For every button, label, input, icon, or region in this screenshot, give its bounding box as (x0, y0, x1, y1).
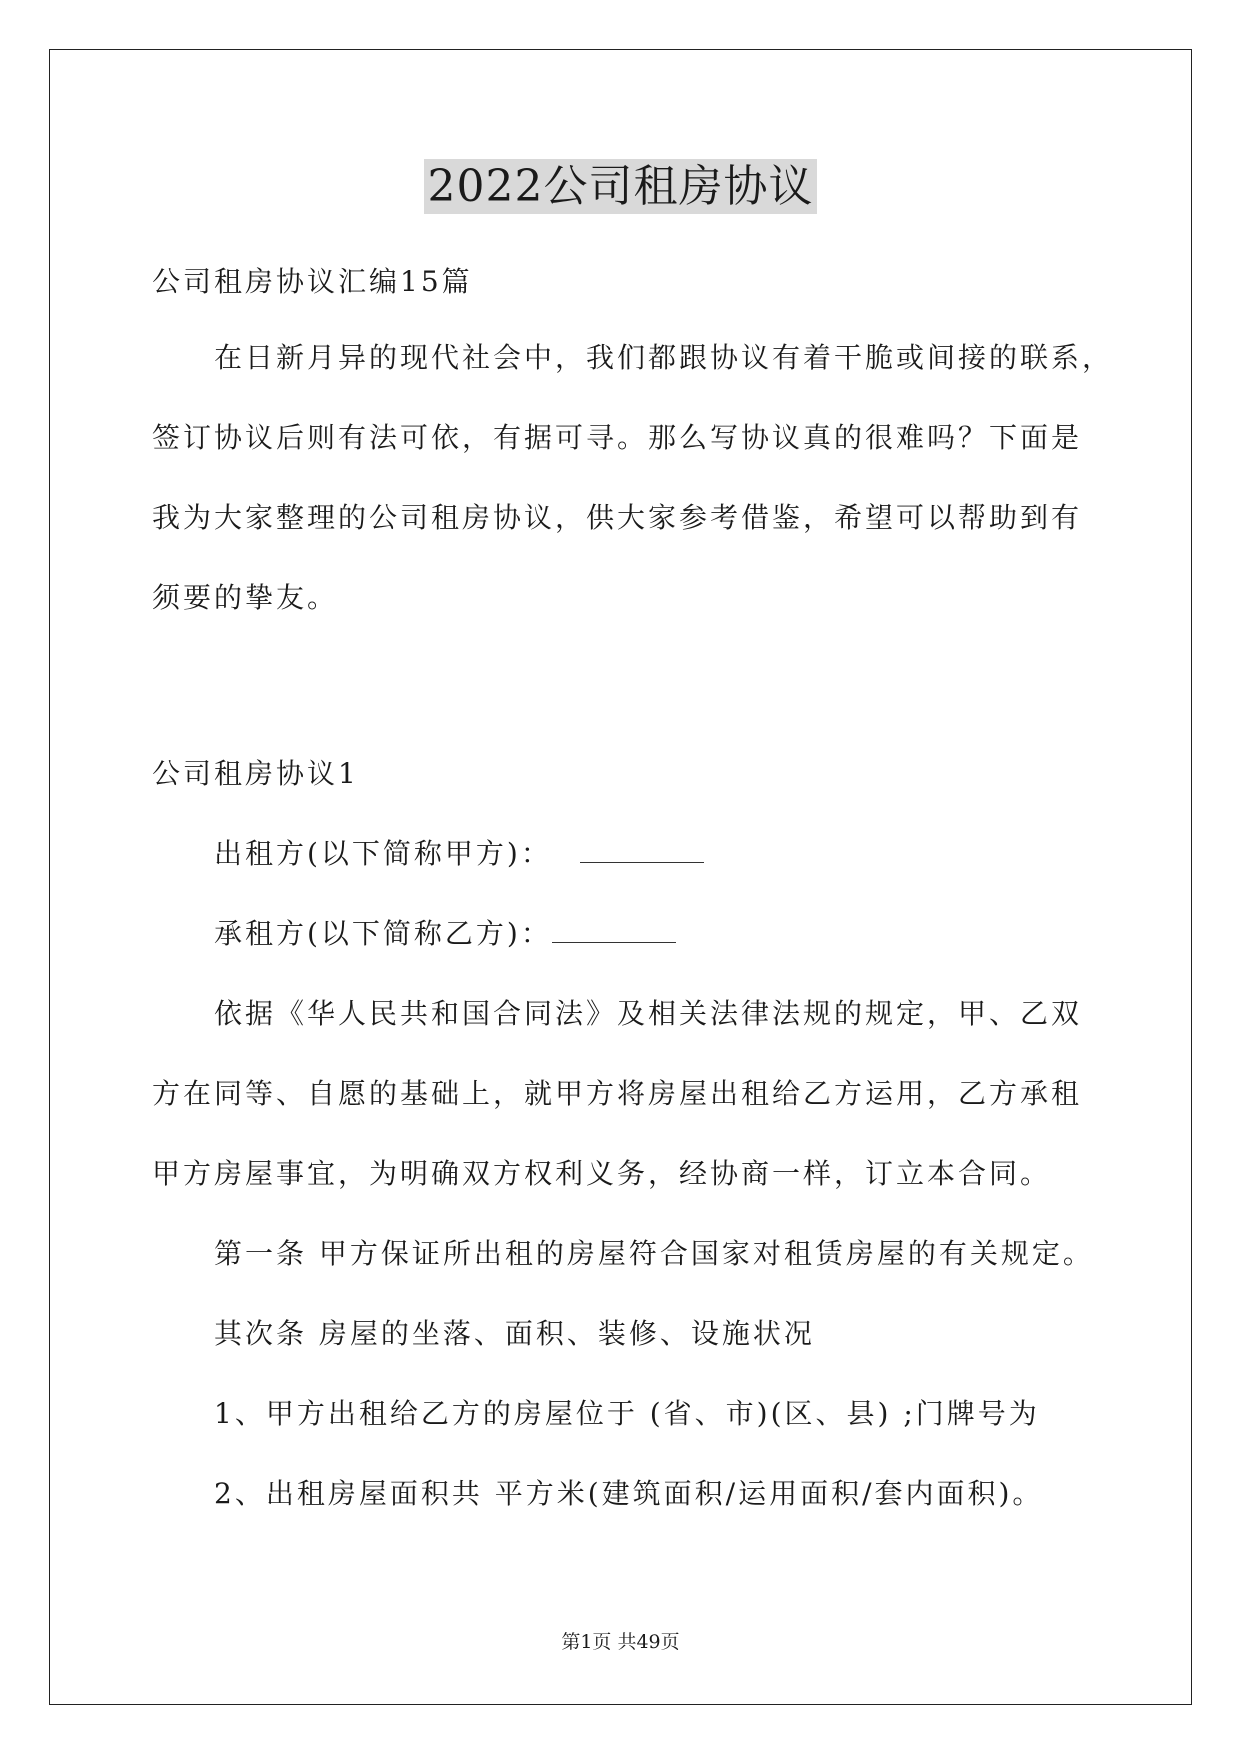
document-title-text: 2022公司租房协议 (424, 159, 818, 214)
section-title: 公司租房协议1 (152, 757, 359, 790)
page-number: 第1页 共49页 (561, 1631, 680, 1653)
article-1: 第一条 甲方保证所出租的房屋符合国家对租赁房屋的有关规定。 (214, 1237, 1094, 1270)
intro-line-3: 我为大家整理的公司租房协议，供大家参考借鉴，希望可以帮助到有 (152, 501, 1083, 534)
article-2-item-2: 2、出租房屋面积共 平方米(建筑面积/运用面积/套内面积)。 (214, 1477, 1044, 1510)
intro-line-2: 签订协议后则有法可依，有据可寻。那么写协议真的很难吗？下面是 (152, 421, 1083, 454)
article-2-item-1: 1、甲方出租给乙方的房屋位于 (省、市)(区、县) ;门牌号为 (214, 1397, 1040, 1430)
intro-line-4: 须要的挚友。 (152, 581, 339, 614)
body-line-1: 依据《华人民共和国合同法》及相关法律法规的规定，甲、乙双 (214, 997, 1083, 1030)
body-line-3: 甲方房屋事宜，为明确双方权利义务，经协商一样，订立本合同。 (152, 1157, 1052, 1190)
party-a-line (214, 836, 704, 872)
party-a-blank (580, 842, 704, 863)
party-b-label: 承租方(以下简称乙方)： (214, 917, 552, 950)
party-a-label: 出租方(以下简称甲方)： (214, 837, 552, 870)
party-b-line (214, 916, 676, 952)
intro-line-1: 在日新月异的现代社会中，我们都跟协议有着干脆或间接的联系， (214, 341, 1114, 374)
party-b-blank (552, 922, 676, 943)
document-title (0, 159, 1241, 215)
document-subtitle: 公司租房协议汇编15篇 (152, 265, 473, 298)
body-line-2: 方在同等、自愿的基础上，就甲方将房屋出租给乙方运用，乙方承租 (152, 1077, 1083, 1110)
article-2: 其次条 房屋的坐落、面积、装修、设施状况 (214, 1317, 815, 1350)
